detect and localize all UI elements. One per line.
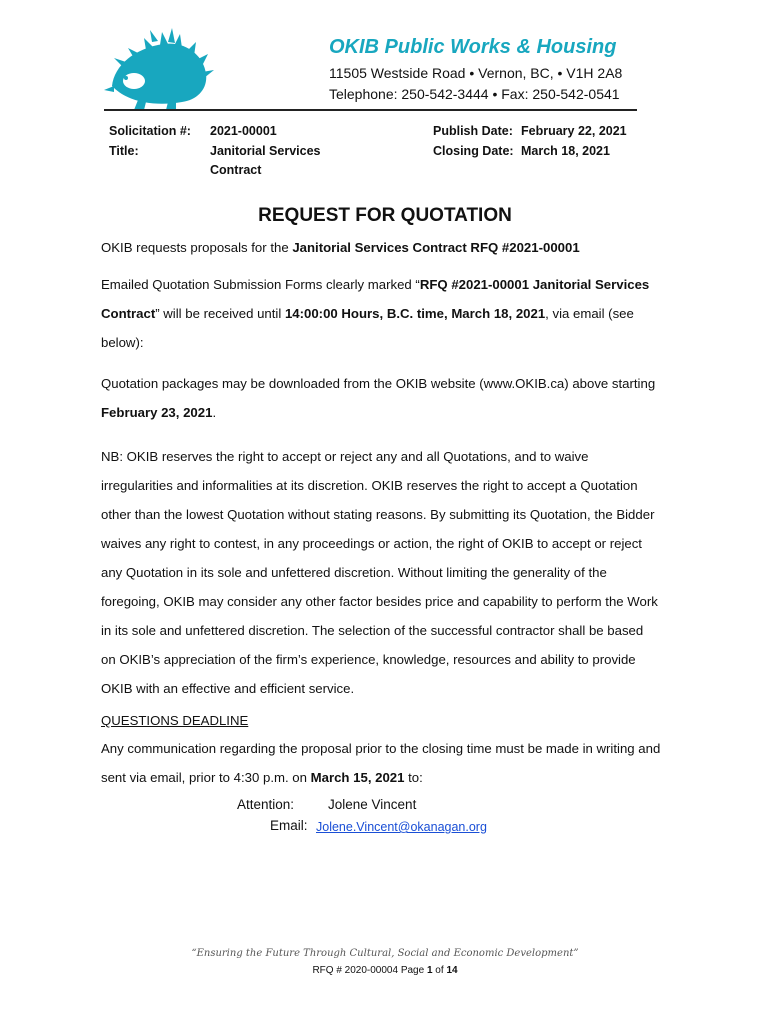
attention-label: Attention: [237,797,295,812]
closing-date-value: March 18, 2021 [521,144,610,158]
paragraph-questions: Any communication regarding the proposal prior to the closing time must be made in writing and sent via email, prior to 4:30 p.m. on March 15, 2021 to: [101,741,661,785]
solicitation-label: Solicitation #: [109,124,191,138]
paragraph-download: Quotation packages may be downloaded from the OKIB website (www.OKIB.ca) above starting February 23, 2021. [101,376,656,420]
closing-date-label: Closing Date: [433,144,514,158]
publish-date-label: Publish Date: [433,124,513,138]
porcupine-logo-icon [104,26,330,110]
title-value-line2: Contract [210,163,262,177]
email-label: Email: [270,818,308,833]
paragraph-intro: OKIB requests proposals for the Janitorial Services Contract RFQ #2021-00001 [101,240,580,255]
title-value-line1: Janitorial Services [210,144,321,158]
footer-page-info: RFQ # 2020-00004 Page 1 of 14 [312,965,458,976]
title-label: Title: [109,144,139,158]
solicitation-value: 2021-00001 [210,124,277,138]
org-telephone: Telephone: 250-542-3444 • Fax: 250-542-0541 [329,86,620,102]
document-title: REQUEST FOR QUOTATION [258,205,512,226]
questions-heading: QUESTIONS DEADLINE [101,713,249,728]
publish-date-value: February 22, 2021 [521,124,627,138]
paragraph-submission: Emailed Quotation Submission Forms clearly marked “RFQ #2021-00001 Janitorial Services Contract” will be received until 14:00:00 Hours, B.C. time, March 18, 2021, via email (see below): [101,277,650,350]
attention-value: Jolene Vincent [328,797,417,812]
paragraph-reservation: NB: OKIB reserves the right to accept or reject any and all Quotations, and to waive irregularities and informalities at its discretion. OKIB reserves the right to accept a Quotation other than the lowest Quotation without stating reasons. By submitting its Quotation, the Bidder waives any right to contest, in any proceedings or action, the right of OKIB to accept or reject any Quotation in its sole and unfettered discretion. Without limiting the generality of the foregoing, OKIB may consider any other factor besides price and capability to perform the Work in its sole and unfettered discretion. The selection of the successful contractor shall be based on OKIB’s appreciation of the firm’s experience, knowledge, resources and ability to provide OKIB with an effective and efficient service. [101,449,658,696]
header-divider [104,109,637,111]
org-name: OKIB Public Works & Housing [329,36,617,58]
email-link[interactable]: Jolene.Vincent@okanagan.org [316,820,487,834]
footer-motto: “Ensuring the Future Through Cultural, Social and Economic Development” [191,948,579,959]
email-row [316,819,487,834]
org-address: 11505 Westside Road • Vernon, BC, • V1H 2A8 [329,65,623,81]
